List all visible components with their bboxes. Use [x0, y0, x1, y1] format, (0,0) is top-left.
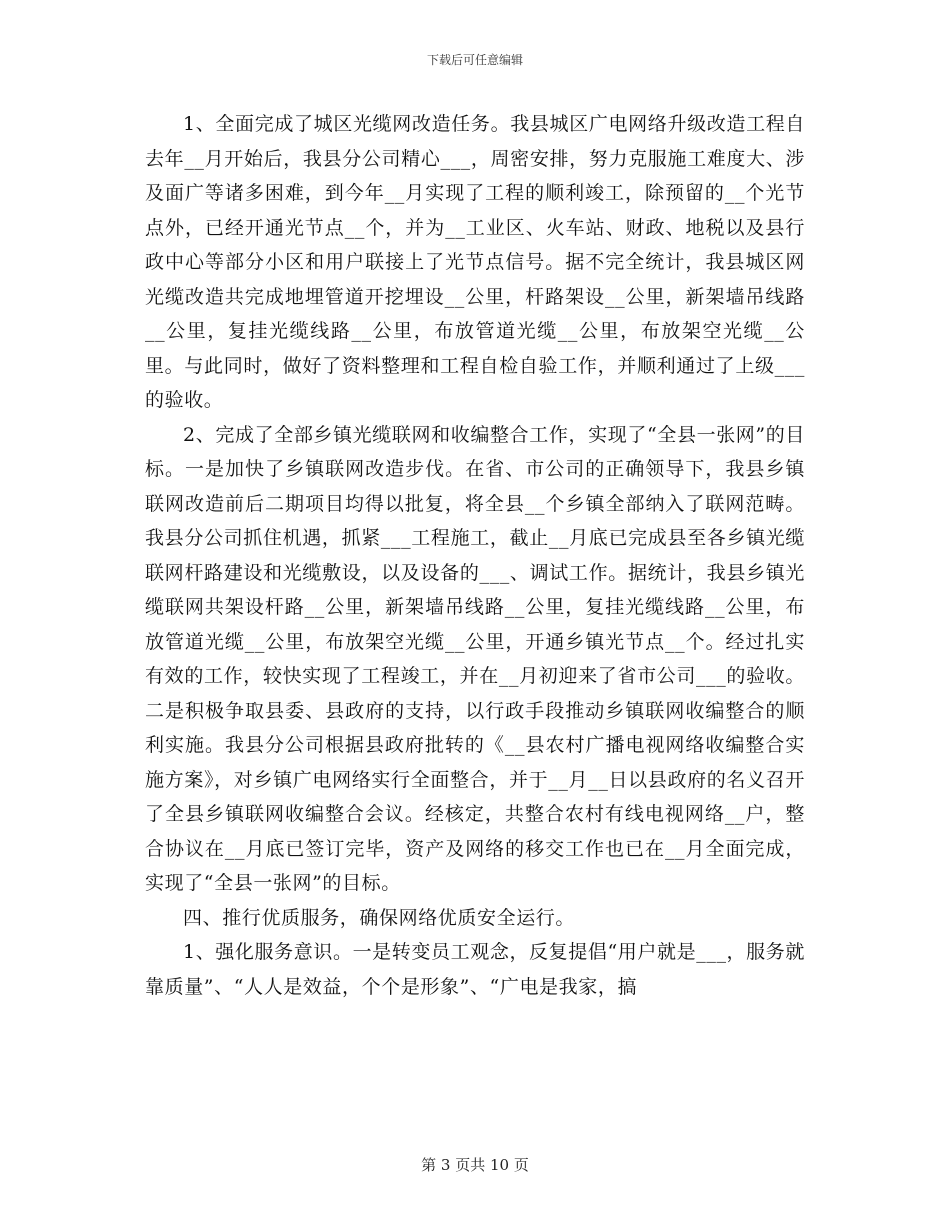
paragraph-2: 2、完成了全部乡镇光缆联网和收编整合工作，实现了“全县一张网”的目标。一是加快了乡镇联网改造步伐。在省、市公司的正确领导下，我县乡镇联网改造前后二期项目均得以批复，将全县__个乡镇全部纳入了联网范畴。我县分公司抓住机遇，抓紧___工程施工，截止__月底已完成县至各乡镇光缆联网杆路建设和光缆敷设，以及设备的___、调试工作。据统计，我县乡镇光缆联网共架设杆路__公里，新架墙吊线路__公里，复挂光缆线路__公里，布放管道光缆__公里，布放架空光缆__公里，开通乡镇光节点__个。经过扎实有效的工作，较快实现了工程竣工，并在__月初迎来了省市公司___的验收。二是积极争取县委、县政府的支持，以行政手段推动乡镇联网收编整合的顺利实施。我县分公司根据县政府批转的《__县农村广播电视网络收编整合实施方案》，对乡镇广电网络实行全面整合，并于__月__日以县政府的名义召开了全县乡镇联网收编整合会议。经核定，共整合农村有线电视网络__户，整合协议在__月底已签订完毕，资产及网络的移交工作也已在__月全面完成，实现了“全县一张网”的目标。 [145, 423, 805, 894]
paragraph-1: 1、全面完成了城区光缆网改造任务。我县城区广电网络升级改造工程自去年__月开始后，我县分公司精心___，周密安排，努力克服施工难度大、涉及面广等诸多困难，到今年__月实现了工程的顺利竣工，除预留的__个光节点外，已经开通光节点__个，并为__工业区、火车站、财政、地税以及县行政中心等部分小区和用户联接上了光节点信号。据不完全统计，我县城区网光缆改造共完成地埋管道开挖埋设__公里，杆路架设__公里，新架墙吊线路__公里，复挂光缆线路__公里，布放管道光缆__公里，布放架空光缆__公里。与此同时，做好了资料整理和工程自检自验工作，并顺利通过了上级___的验收。 [145, 113, 805, 411]
document-body [145, 107, 805, 1004]
paragraph-3: 1、强化服务意识。一是转变员工观念，反复提倡“用户就是___，服务就靠质量”、“人人是效益，个个是形象”、“广电是我家，搞 [145, 941, 805, 998]
section-heading: 四、推行优质服务，确保网络优质安全运行。 [183, 906, 576, 929]
page-footer: 第 3 页共 10 页 [421, 1156, 529, 1174]
page-header: 下载后可任意编辑 [426, 53, 523, 67]
